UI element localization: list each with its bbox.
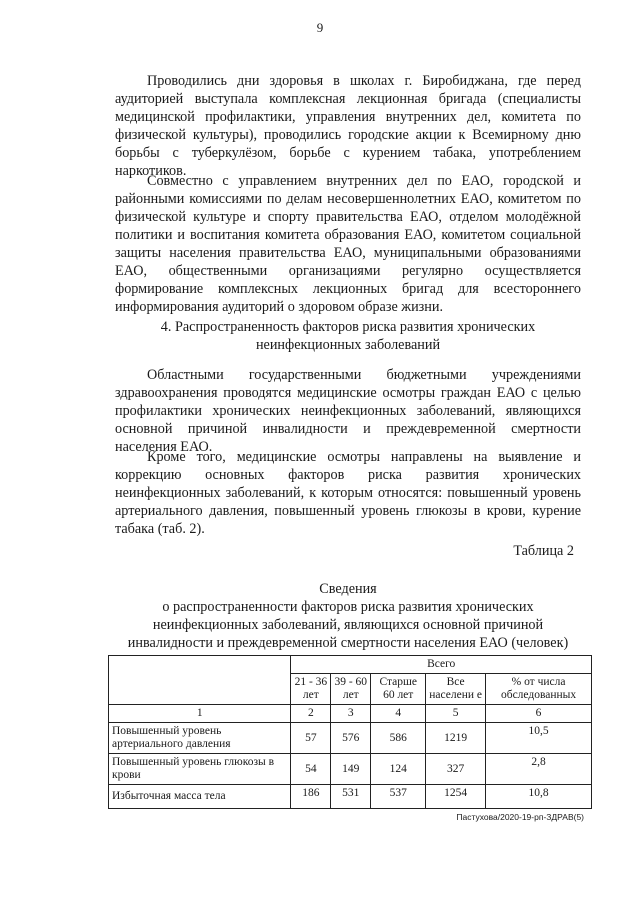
table-label: Таблица 2 [513,543,574,559]
row-label: Повышенный уровень глюкозы в крови [109,754,291,785]
cell: 586 [371,723,426,754]
cell: 327 [426,754,486,785]
caption-line2: неинфекционных заболеваний, являющихся основной причиной [152,617,544,633]
col-number: 1 [109,705,291,723]
cell: 537 [371,785,426,809]
group-header: Всего [291,656,592,674]
paragraph-joint-work: Совместно с управлением внутренних дел по ЕАО, городской и районными комиссиями по делам несовершеннолетних ЕАО, комитетом по физической культуре и спорту правительства ЕАО, отделом молодёжной политики и воспитания комитета образования ЕАО, комитетом социальной защиты населения правительства ЕАО, муниципальными образованиями ЕАО, общественными организациями регулярно осуществляется формирование комплексных лекционных бригад для всестороннего информирования аудиторий о здоровом образе жизни. [115,173,581,315]
table-row [109,723,592,754]
cell: 54 [291,754,331,785]
risk-factor-table [108,655,592,809]
row-label: Повышенный уровень артериального давления [109,723,291,754]
col-number: 4 [371,705,426,723]
col-header: 21 - 36 лет [291,674,331,705]
table-caption [115,580,581,652]
table-number-row [109,705,592,723]
paragraph-risk-factors: Кроме того, медицинские осмотры направлены на выявление и коррекцию основных факторов риска развития хронических неинфекционных заболеваний, к которым относятся: повышенный уровень артериального давления, повышенный уровень глюкозы в крови, курение табака (таб. 2). [115,449,581,537]
footer-code: Пастухова/2020-19-рп-ЗДРАВ(5) [456,812,584,822]
cell: 1219 [426,723,486,754]
cell: 576 [331,723,371,754]
caption-line3: инвалидности и преждевременной смертности населения ЕАО (человек) [127,635,569,651]
paragraph-health-days: Проводились дни здоровья в школах г. Биробиджана, где перед аудиторией выступала комплексная лекционная бригада (специалисты медицинской профилактики, управления внутренних дел, комитета по физической культуры), проводились городские акции к Всемирному дню борьбы с туберкулёзом, борьбе с курением табака, употреблением наркотиков. [115,73,581,179]
col-header: % от числа обследованных [486,674,592,705]
row-label: Избыточная масса тела [109,785,291,809]
table-row [109,785,592,809]
cell: 10,5 [486,723,592,754]
col-header: Все населени е [426,674,486,705]
col-number: 5 [426,705,486,723]
page-number: 9 [316,20,324,35]
col-number: 3 [331,705,371,723]
table-header-row-1 [109,656,592,674]
cell: 531 [331,785,371,809]
cell: 186 [291,785,331,809]
col-number: 2 [291,705,331,723]
section-heading [115,318,581,354]
cell: 57 [291,723,331,754]
paragraph-medical-exams: Областными государственными бюджетными учреждениями здравоохранения проводятся медицинские осмотры граждан ЕАО с целью профилактики хронических неинфекционных заболеваний, являющихся основной причиной инвалидности и преждевременной смертности населения ЕАО. [115,367,581,455]
cell: 1254 [426,785,486,809]
cell: 149 [331,754,371,785]
caption-line1: о распространенности факторов риска развития хронических [162,599,534,615]
caption-title: Сведения [319,581,377,597]
section-heading-line2: неинфекционных заболеваний [255,337,441,353]
cell: 10,8 [486,785,592,809]
col-header: 39 - 60 лет [331,674,371,705]
cell: 2,8 [486,754,592,785]
table-row [109,754,592,785]
col-header: Старше 60 лет [371,674,426,705]
empty-header-cell [109,656,291,705]
section-heading-line1: 4. Распространенность факторов риска развития хронических [160,319,536,335]
cell: 124 [371,754,426,785]
col-number: 6 [486,705,592,723]
